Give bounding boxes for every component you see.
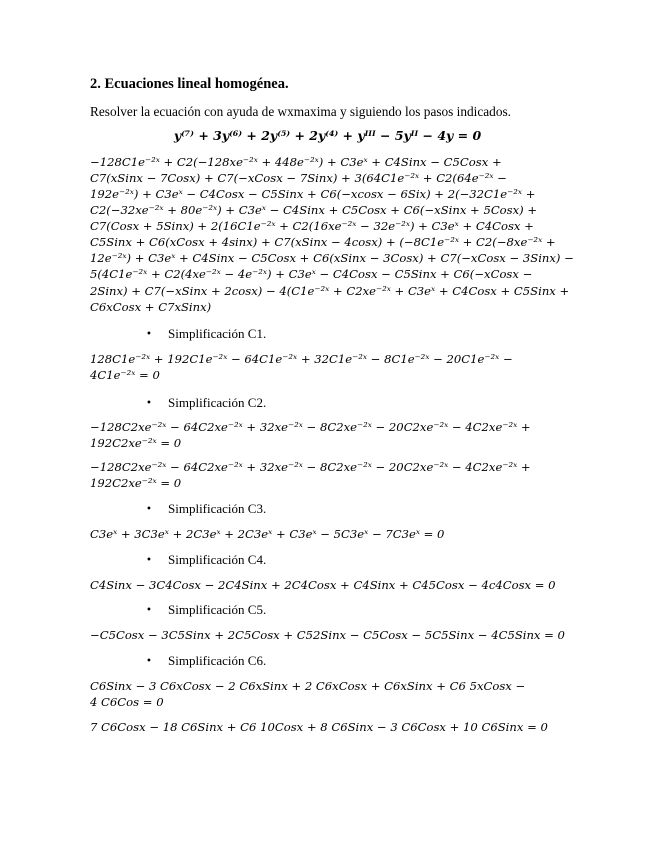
bullet-icon: • bbox=[146, 555, 152, 566]
expansion-line: 192e⁻²ˣ) + C3eˣ − C4Cosx − C5Sinx + C6(−xcosx − 6Six) + 2(−32C1e⁻²ˣ + bbox=[90, 187, 536, 201]
simplification-c2-line: 192C2xe⁻²ˣ = 0 bbox=[90, 436, 182, 450]
expansion-line: −128C1e⁻²ˣ + C2(−128xe⁻²ˣ + 448e⁻²ˣ) + C3eˣ + C4Sinx − C5Cosx + bbox=[90, 155, 502, 169]
simplification-c6-line: 7 C6Cosx − 18 C6Sinx + C6 10Cosx + 8 C6Sinx − 3 C6Cosx + 10 C6Sinx = 0 bbox=[90, 720, 548, 734]
expansion-line: C2(−32xe⁻²ˣ + 80e⁻²ˣ) + C3eˣ − C4Sinx + C5Cosx + C6(−xSinx + 5Cosx) + bbox=[90, 203, 538, 217]
expansion-line: C6xCosx + C7xSinx) bbox=[90, 300, 212, 314]
bullet-icon: • bbox=[146, 398, 152, 409]
expansion-line: C7(Cosx + 5Sinx) + 2(16C1e⁻²ˣ + C2(16xe⁻²ˣ − 32e⁻²ˣ) + C3eˣ + C4Cosx + bbox=[90, 219, 534, 233]
simplification-c2-line: 192C2xe⁻²ˣ = 0 bbox=[90, 476, 182, 490]
simplification-c6-heading: Simplificación C6. bbox=[168, 653, 267, 668]
simplification-c6-line: 4 C6Cos = 0 bbox=[90, 695, 164, 709]
bullet-icon: • bbox=[146, 329, 152, 340]
simplification-c5-heading: Simplificación C5. bbox=[168, 602, 267, 617]
instruction-text: Resolver la ecuación con ayuda de wxmaxima y siguiendo los pasos indicados. bbox=[90, 104, 511, 119]
simplification-c3-heading: Simplificación C3. bbox=[168, 501, 267, 516]
expansion-line: 12e⁻²ˣ) + C3eˣ + C4Sinx − C5Cosx + C6(xSinx − 3Cosx) + C7(−xCosx − 3Sinx) − bbox=[90, 251, 574, 265]
bullet-icon: • bbox=[146, 656, 152, 667]
expansion-line: C7(xSinx − 7Cosx) + C7(−xCosx − 7Sinx) + 3(64C1e⁻²ˣ + C2(64e⁻²ˣ − bbox=[90, 171, 507, 185]
simplification-c2-heading: Simplificación C2. bbox=[168, 395, 267, 410]
expansion-line: 5(4C1e⁻²ˣ + C2(4xe⁻²ˣ − 4e⁻²ˣ) + C3eˣ − C4Cosx − C5Sinx + C6(−xCosx − bbox=[90, 267, 533, 281]
simplification-c1-line: 128C1e⁻²ˣ + 192C1e⁻²ˣ − 64C1e⁻²ˣ + 32C1e⁻²ˣ − 8C1e⁻²ˣ − 20C1e⁻²ˣ − bbox=[90, 352, 513, 366]
section-title: 2. Ecuaciones lineal homogénea. bbox=[90, 76, 289, 92]
simplification-c6-line: C6Sinx − 3 C6xCosx − 2 C6xSinx + 2 C6xCosx + C6xSinx + C6 5xCosx − bbox=[90, 679, 526, 693]
differential-equation: y⁽⁷⁾ + 3y⁽⁶⁾ + 2y⁽⁵⁾ + 2y⁽⁴⁾ + yᴵᴵᴵ − 5yᴵᴵ − 4y = 0 bbox=[173, 128, 482, 143]
simplification-c4-heading: Simplificación C4. bbox=[168, 552, 267, 567]
simplification-c1-heading: Simplificación C1. bbox=[168, 326, 267, 341]
bullet-icon: • bbox=[146, 605, 152, 616]
bullet-icon: • bbox=[146, 504, 152, 515]
simplification-c4-line: C4Sinx − 3C4Cosx − 2C4Sinx + 2C4Cosx + C4Sinx + C45Cosx − 4c4Cosx = 0 bbox=[90, 578, 556, 592]
expansion-line: C5Sinx + C6(xCosx + 4sinx) + C7(xSinx − 4cosx) + (−8C1e⁻²ˣ + C2(−8xe⁻²ˣ + bbox=[90, 235, 556, 249]
simplification-c5-line: −C5Cosx − 3C5Sinx + 2C5Cosx + C52Sinx − C5Cosx − 5C5Sinx − 4C5Sinx = 0 bbox=[90, 628, 565, 642]
simplification-c3-line: C3eˣ + 3C3eˣ + 2C3eˣ + 2C3eˣ + C3eˣ − 5C3eˣ − 7C3eˣ = 0 bbox=[90, 527, 445, 541]
simplification-c2-line: −128C2xe⁻²ˣ − 64C2xe⁻²ˣ + 32xe⁻²ˣ − 8C2xe⁻²ˣ − 20C2xe⁻²ˣ − 4C2xe⁻²ˣ + bbox=[90, 420, 531, 434]
simplification-c2-line: −128C2xe⁻²ˣ − 64C2xe⁻²ˣ + 32xe⁻²ˣ − 8C2xe⁻²ˣ − 20C2xe⁻²ˣ − 4C2xe⁻²ˣ + bbox=[90, 460, 531, 474]
expansion-line: 2Sinx) + C7(−xSinx + 2cosx) − 4(C1e⁻²ˣ + C2xe⁻²ˣ + C3eˣ + C4Cosx + C5Sinx + bbox=[90, 284, 570, 298]
simplification-c1-line: 4C1e⁻²ˣ = 0 bbox=[90, 368, 160, 382]
